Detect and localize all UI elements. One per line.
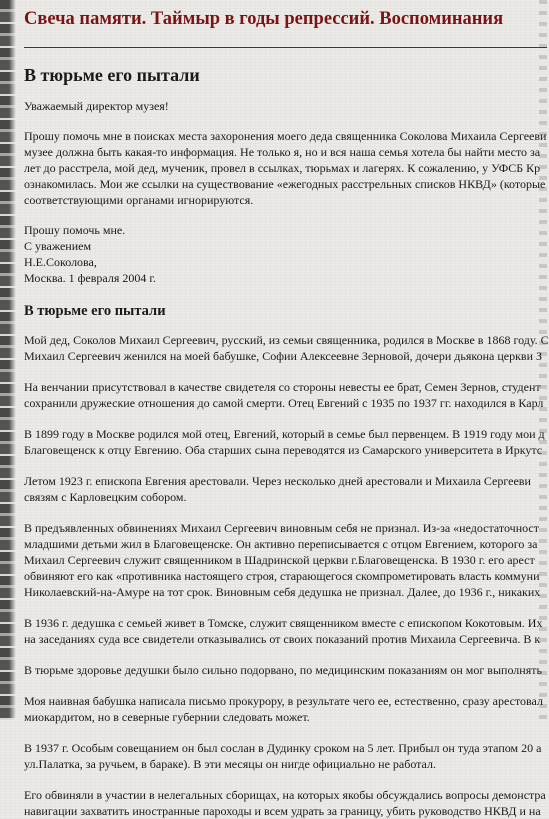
letter-body-line: лет до расстрела, мой дед, мученик, провел в ссылках, тюрьмах и лагерях. К сожалению, у УФСБ Кр [24,161,541,175]
paragraph-line: сохранили дружеские отношения до самой смерти. Отец Евгений с 1935 по 1937 гг. находился в Карл [24,396,544,410]
letter-body-line: Прошу помочь мне в поисках места захоронения моего деда священника Соколова Михаила Сергееви [24,129,547,143]
article-body [24,332,547,819]
paragraph-line: Его обвиняли в участии в нелегальных сборищах, на которых якобы обсуждались вопросы демонстра [24,788,546,802]
paragraph-line: В предъявленных обвинениях Михаил Сергеевич виновным себя не признал. Из-за «недостаточност [24,521,539,535]
article-paragraph [24,787,547,819]
letter-signature [24,222,547,286]
page-title: В тюрьме его пытали [24,65,200,85]
article-paragraph [24,332,547,364]
paragraph-line: В 1937 г. Особым совещанием он был сослан в Дудинку сроком на 5 лет. Прибыл он туда этапом 20 а [24,741,542,755]
paragraph-line: В тюрьме здоровье дедушки было сильно подорвано, по медицинским показаниям он мог выполнять [24,663,542,677]
paragraph-line: навигации захватить иностранные пароходы и всем удрать за границу, убить руководство НКВД и на [24,804,541,818]
paragraph-line: Мой дед, Соколов Михаил Сергеевич, русский, из семьи священника, родился в Москве в 1868 году. С [24,333,549,347]
paragraph-line: младшими детьми жил в Благовещенске. Он активно переписывается с отцом Евгением, которого за [24,537,538,551]
article-paragraph [24,379,547,411]
article-paragraph [24,473,547,505]
signature-line: Прошу помочь мне. [24,223,126,237]
letter-body-line: соответствующими органами игнорируются. [24,193,254,207]
signature-line: С уважением [24,239,92,253]
paragraph-line: Благовещенск к отцу Евгению. Оба старших сына переводятся из Самарского университета в Иркутс [24,443,543,457]
title-divider [24,47,547,48]
signature-line: Москва. 1 февраля 2004 г. [24,271,156,285]
article-paragraph [24,520,547,600]
letter-salutation: Уважаемый директор музея! [24,99,169,113]
paragraph-line: Летом 1923 г. епископа Евгения арестовали. Через несколько дней арестовали и Михаила Сергееви [24,474,531,488]
paragraph-line: В 1936 г. дедушка с семьей живет в Томске, служит священником вместе с епископом Кокотовым. Их [24,616,543,630]
letter-body-line: ознакомилась. Мои же ссылки на существование «ежегодных расстрельных списков НКВД» (которые [24,177,546,191]
article-paragraph [24,426,547,458]
paragraph-line: На венчании присутствовал в качестве свидетеля со стороны невесты ее брат, Семен Зернов, студент [24,380,541,394]
paragraph-line: В 1899 году в Москве родился мой отец, Евгений, который в семье был первенцем. В 1919 году мои д [24,427,545,441]
letter-body-line: музее должна быть какая-то информация. Не только я, но и вся наша семья хотела бы найти место за [24,145,541,159]
letter [24,98,547,286]
paragraph-line: миокардитом, но в северные губернии следовать может. [24,710,310,724]
paragraph-line: Михаил Сергеевич служит священником в Шадринской церкви г.Благовещенска. В 1930 г. его арест [24,553,535,567]
article-paragraph [24,693,547,725]
article-paragraph [24,662,547,678]
paragraph-line: ул.Палатка, за ручьем, в бараке). В эти месяцы он нигде официально не работал. [24,757,436,771]
article-paragraph [24,615,547,647]
section-title: В тюрьме его пытали [24,303,166,319]
scan-left-edge [0,0,16,720]
paragraph-line: связям с Карловецким собором. [24,490,187,504]
article-paragraph [24,740,547,772]
page-content [24,0,549,818]
paragraph-line: Михаил Сергеевич женился на моей бабушке, Софии Алексеевне Зерновой, дочери дьякона церкви З [24,349,542,363]
paragraph-line: на заседаниях суда все свидетели отказывались от своих показаний против Михаила Сергеевича. В к [24,632,541,646]
paragraph-line: обвиняют его как «противника настоящего строя, старающегося скомпрометировать власть коммуни [24,569,540,583]
paragraph-line: Моя наивная бабушка написала письмо прокурору, в результате чего ее, естественно, сразу арестовал [24,694,543,708]
paragraph-line: Николаевский-на-Амуре на тот срок. Виновным себя дедушка не признал. Далее, до 1936 г., никаких [24,585,541,599]
site-title-link[interactable]: Свеча памяти. Таймыр в годы репрессий. Воспоминания [24,9,504,29]
letter-body [24,128,547,208]
signature-line: Н.Е.Соколова, [24,255,97,269]
